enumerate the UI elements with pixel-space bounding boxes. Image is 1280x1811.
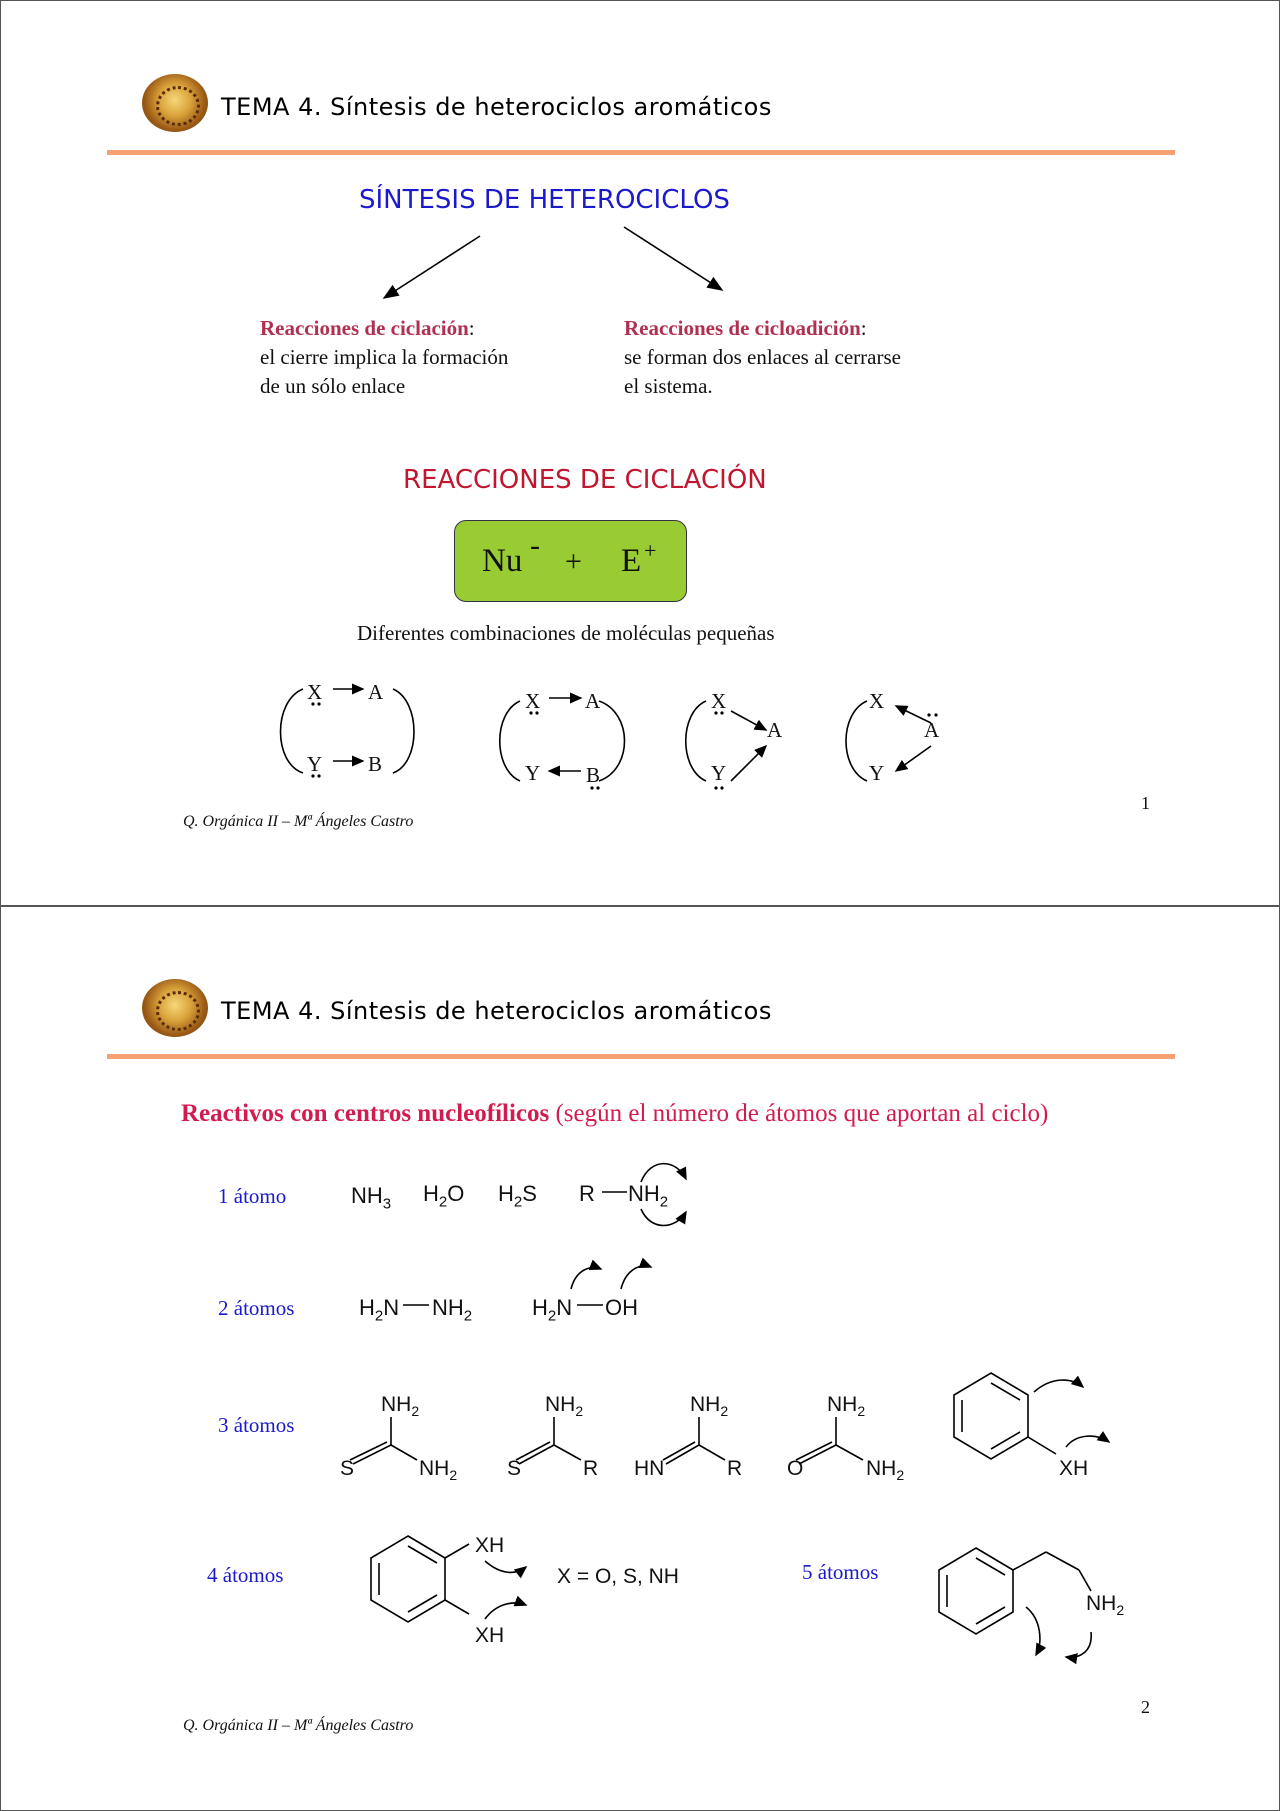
scheme2-a: A — [585, 689, 601, 713]
scheme3-arc-left — [686, 701, 706, 781]
reagent-structures — [1, 907, 1280, 1811]
four-xh-bottom: XH — [475, 1624, 505, 1647]
cyclization-description: Reacciones de ciclación: el cierre implica la formación de un sólo enlace — [260, 316, 509, 398]
thioamide-r: R — [583, 1457, 599, 1480]
row-label-2: 2 átomos — [218, 1296, 295, 1320]
hydroxylamine-oh: OH — [605, 1295, 638, 1320]
amidine-r: R — [727, 1457, 743, 1480]
scheme1-a: A — [368, 680, 384, 704]
thiourea-bond-c-s — [353, 1445, 391, 1464]
benzene-ring-3 — [954, 1373, 1028, 1459]
scheme3-y: Y — [711, 761, 727, 785]
scheme4-arc-left — [846, 701, 867, 781]
scheme4-x: X — [869, 689, 885, 713]
slide-footer: Q. Orgánica II – Mª Ángeles Castro — [183, 1717, 414, 1734]
scheme1-y: Y — [307, 752, 323, 776]
scheme3-x: X — [711, 689, 727, 713]
slide-footer: Q. Orgánica II – Mª Ángeles Castro — [183, 813, 414, 830]
row-label-4: 4 átomos — [207, 1563, 284, 1587]
urea-nh2-right: $NH_2$ — [866, 1457, 905, 1484]
slide-title: SÍNTESIS DE HETEROCICLOS — [359, 185, 730, 215]
combinations-caption: Diferentes combinaciones de moléculas pequeñas — [357, 621, 775, 645]
amine-curved-arrow-top — [641, 1164, 686, 1182]
cyclization-schemes — [1, 1, 1280, 905]
benzene-xh: XH — [1059, 1457, 1089, 1480]
slide-header: TEMA 4. Síntesis de heterociclos aromáticos — [221, 93, 772, 121]
scheme1-b: B — [368, 752, 383, 776]
phenethylamine-nh2: $NH_2$ — [1086, 1592, 1125, 1619]
thiourea-nh2-top: $NH_2$ — [381, 1393, 420, 1420]
scheme3-a: A — [767, 718, 783, 742]
slide-2 — [0, 906, 1280, 1811]
hydroxylamine-arrow-o — [621, 1266, 651, 1289]
scheme2-x: X — [525, 689, 541, 713]
thioamide-s: S — [507, 1457, 522, 1480]
benzene-ring-5 — [939, 1548, 1013, 1634]
slide-header: TEMA 4. Síntesis de heterociclos aromáticos — [221, 997, 772, 1025]
scheme2-arc-right — [599, 701, 625, 781]
hydrazine-right: $NH_2$ — [432, 1295, 473, 1325]
page-number: 1 — [1141, 793, 1150, 813]
scheme2-arc-left — [500, 701, 520, 781]
hydrazine-left: $H_2N$ — [359, 1295, 400, 1325]
urea-o: O — [787, 1457, 804, 1480]
scheme4-y: Y — [869, 761, 885, 785]
amine-r: R — [579, 1181, 595, 1206]
amidine-nh2: $NH_2$ — [690, 1393, 729, 1420]
benzene-ring-4 — [371, 1536, 445, 1622]
slide-heading: Reactivos con centros nucleofílicos (según el número de átomos que aportan al ciclo) — [181, 1100, 1049, 1127]
thiourea-nh2-right: $NH_2$ — [419, 1457, 458, 1484]
thiourea-bond-c-nh2 — [391, 1445, 417, 1460]
ammonia-formula: $NH_3$ — [351, 1183, 392, 1213]
scheme1-arc-right — [393, 689, 414, 773]
scheme2-y: Y — [525, 761, 541, 785]
hydroxylamine-arrow-n — [571, 1268, 601, 1289]
scheme2-b: B — [586, 763, 601, 787]
water-formula: $H_2O$ — [423, 1181, 465, 1211]
amine-curved-arrow-bottom — [641, 1209, 686, 1226]
scheme1-x: X — [307, 680, 323, 704]
cycloaddition-description: Reacciones de cicloadición: se forman dos enlaces al cerrarse el sistema. — [624, 316, 901, 398]
thioamide-nh2: $NH_2$ — [545, 1393, 584, 1420]
x-definition-note: X = O, S, NH — [557, 1565, 679, 1588]
row-label-5: 5 átomos — [802, 1560, 879, 1584]
amine-nh2: $NH_2$ — [628, 1181, 669, 1211]
four-xh-top: XH — [475, 1534, 505, 1557]
hydroxylamine-left: $H_2N$ — [532, 1295, 573, 1325]
section-title: REACCIONES DE CICLACIÓN — [403, 465, 767, 495]
row-label-3: 3 átomos — [218, 1413, 295, 1437]
page-number: 2 — [1141, 1697, 1150, 1717]
scheme1-arc-left — [281, 689, 304, 773]
nucleophile-electrophile-box: Nu - + E + — [454, 520, 687, 602]
amidine-hn: HN — [634, 1457, 665, 1480]
scheme4-a: A — [924, 718, 940, 742]
thiourea-s: S — [340, 1457, 355, 1480]
row-label-1: 1 átomo — [218, 1184, 287, 1208]
urea-nh2-top: $NH_2$ — [827, 1393, 866, 1420]
hydrogen-sulfide-formula: $H_2S$ — [498, 1181, 537, 1211]
